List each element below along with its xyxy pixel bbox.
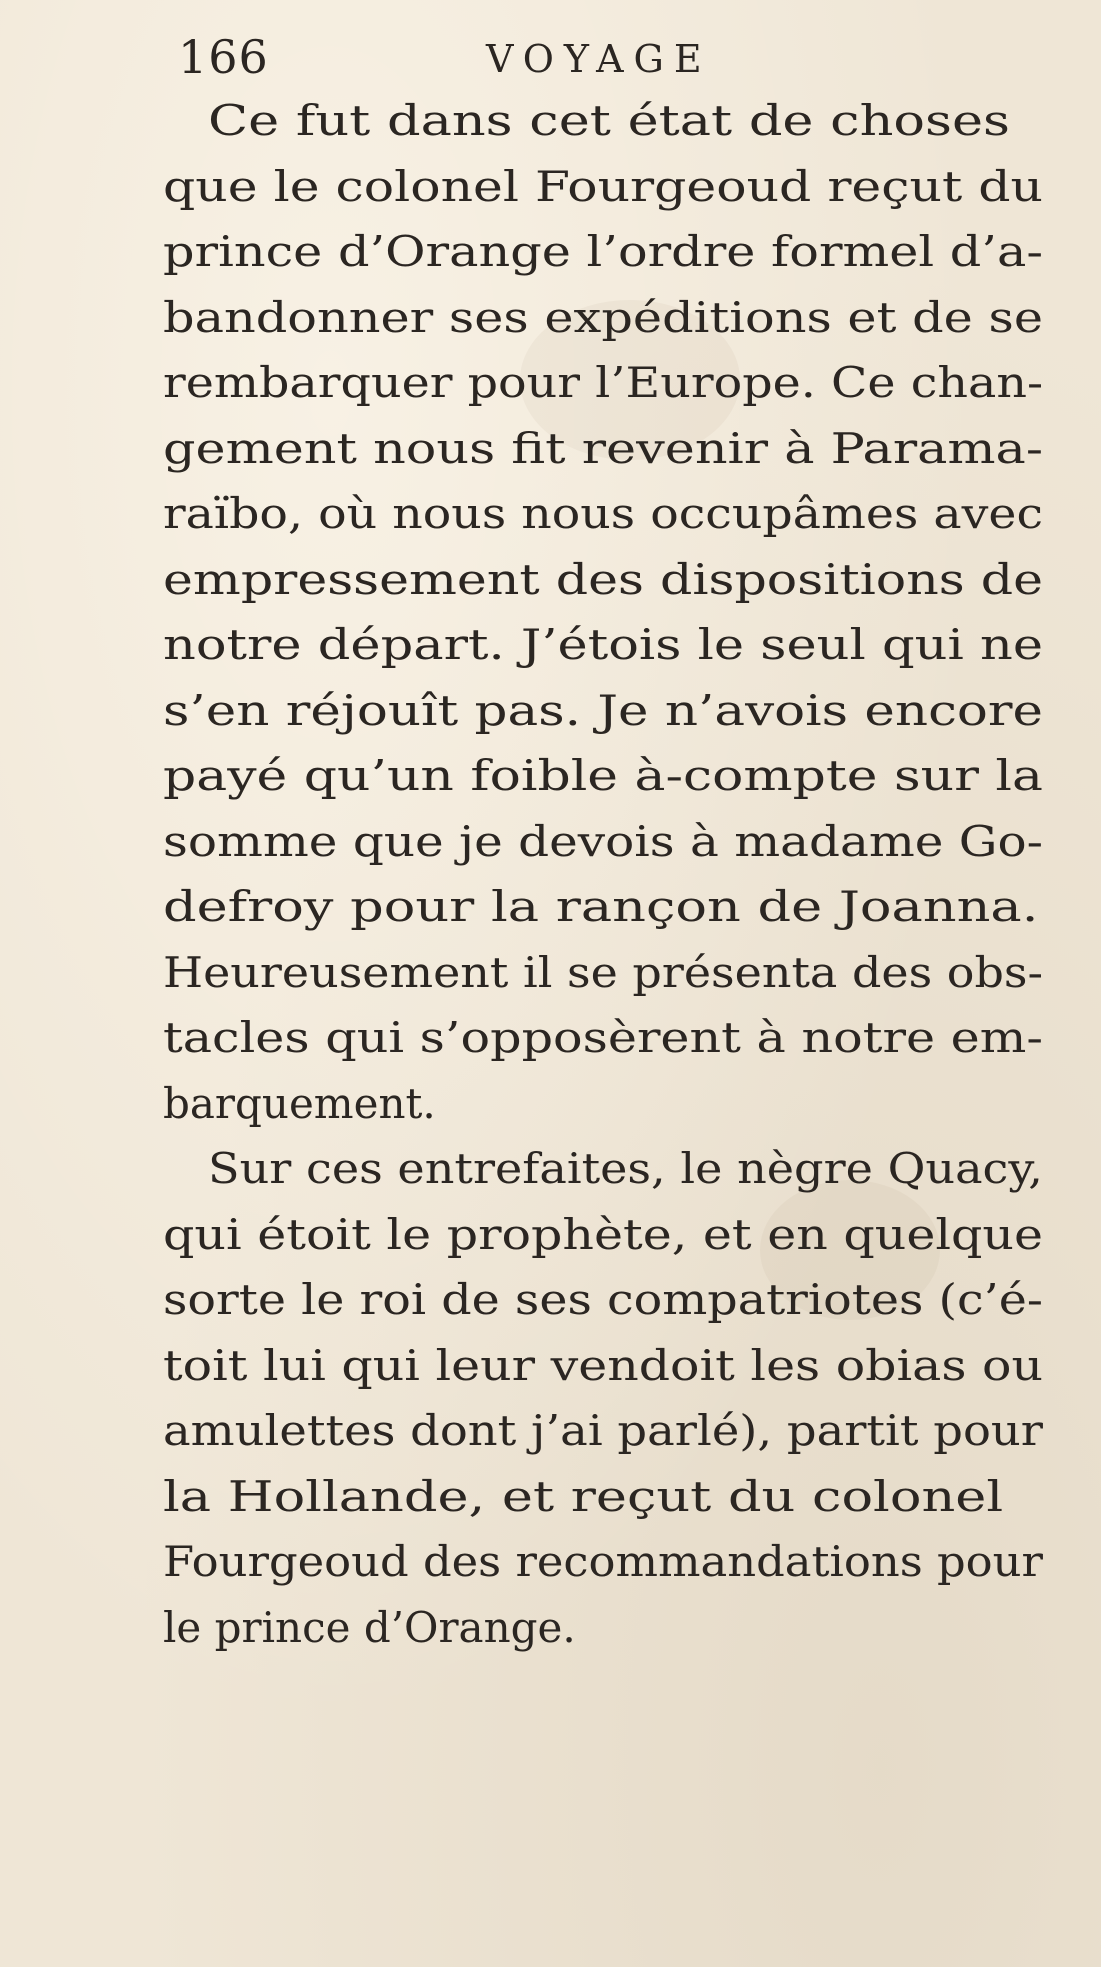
text-line: amulettes dont j’ai parlé), partit pour: [163, 1406, 1043, 1455]
text-line: s’en réjouît pas. Je n’avois encore: [163, 685, 1043, 735]
text-line: toit lui qui leur vendoit les obias ou: [163, 1340, 1044, 1390]
text-line: prince d’Orange l’ordre formel d’a-: [163, 227, 1043, 276]
text-line: sorte le roi de ses compatriotes (c’é-: [163, 1275, 1043, 1324]
text-line: somme que je devois à madame Go-: [163, 816, 1043, 866]
running-title: VOYAGE: [486, 37, 712, 81]
body-text: [163, 88, 1043, 1660]
text-line: la Hollande, et reçut du colonel: [163, 1471, 1004, 1521]
text-line: qui étoit le prophète, et en quelque: [163, 1209, 1043, 1259]
text-line: Sur ces entrefaites, le nègre Quacy,: [208, 1144, 1043, 1193]
text-line: que le colonel Fourgeoud reçut du: [163, 161, 1043, 211]
paragraph: [163, 1136, 1043, 1660]
text-line: payé qu’un foible à-compte sur la: [163, 751, 1043, 800]
text-line: Fourgeoud des recommandations pour: [163, 1537, 1043, 1586]
text-line: defroy pour la rançon de Joanna.: [163, 882, 1039, 931]
text-line: empressement des dispositions de: [163, 554, 1044, 604]
text-line: notre départ. J’étois le seul qui ne: [163, 620, 1043, 669]
page-number: 166: [178, 30, 269, 84]
text-line: le prince d’Orange.: [163, 1602, 576, 1652]
text-line: raïbo, où nous nous occupâmes avec: [163, 489, 1044, 538]
text-line: tacles qui s’opposèrent à notre em-: [163, 1013, 1043, 1062]
text-line: Heureusement il se présenta des obs-: [163, 947, 1044, 997]
text-line: gement nous fit revenir à Parama-: [163, 423, 1044, 473]
running-head: [178, 28, 798, 86]
paragraph: [163, 88, 1043, 1136]
text-line: Ce fut dans cet état de choses: [208, 96, 1010, 145]
text-line: rembarquer pour l’Europe. Ce chan-: [163, 358, 1044, 407]
text-line: barquement.: [163, 1078, 436, 1128]
text-line: bandonner ses expéditions et de se: [163, 292, 1044, 342]
